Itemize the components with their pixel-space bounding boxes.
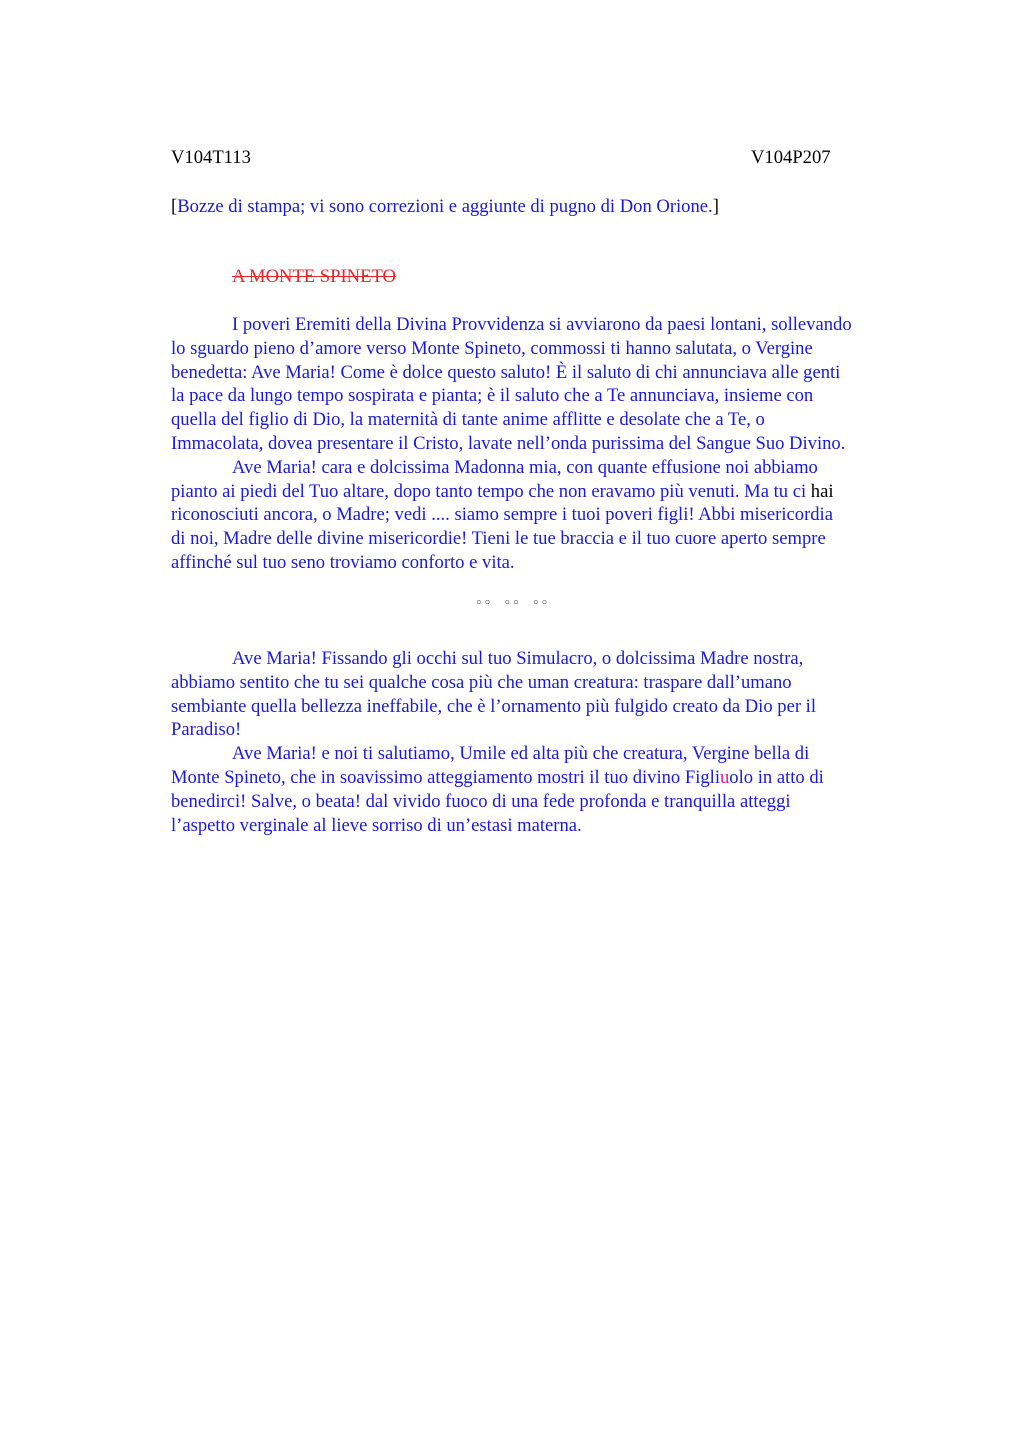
correction-letter: u: [720, 766, 730, 788]
separator-mark: ◦◦: [474, 596, 493, 611]
paragraph-line: Ave Maria! cara e dolcissima Madonna mia, con quante effusione noi abbiamo: [232, 456, 818, 478]
paragraph-line: di noi, Madre delle divine misericordie! Tieni le tue braccia e il tuo cuore aperto sempre: [171, 528, 826, 550]
note-close-bracket: ]: [712, 196, 719, 217]
paragraph-line-part: pianto ai piedi del Tuo altare, dopo tanto tempo che non eravamo più venuti. Ma tu ci: [171, 480, 811, 502]
paragraph-line: riconosciuti ancora, o Madre; vedi .... siamo sempre i tuoi poveri figli! Abbi misericordia: [171, 504, 833, 526]
paragraph-line: Ave Maria! Fissando gli occhi sul tuo Simulacro, o dolcissima Madre nostra,: [232, 648, 804, 669]
section-separator: [0, 592, 1024, 616]
paragraph-line: I poveri Eremiti della Divina Provvidenza si avviarono da paesi lontani, sollevando: [232, 314, 852, 335]
paragraph-line-part: Monte Spineto, che in soavissimo atteggiamento mostri il tuo divino Figli: [171, 766, 720, 788]
text-block-first: [171, 313, 931, 575]
paragraph-line: l’aspetto verginale al lieve sorriso di un’estasi materna.: [171, 814, 582, 836]
separator-mark: ◦◦: [531, 596, 550, 611]
paragraph-line: sembiante quella bellezza ineffabile, che è l’ornamento più fulgido creato da Dio per il: [171, 695, 817, 717]
paragraph-line: affinché sul tuo seno troviamo conforto e vita.: [171, 551, 515, 573]
editorial-note: [171, 195, 719, 219]
note-open-bracket: [: [171, 196, 178, 217]
struck-title: A MONTE SPINETO: [232, 266, 396, 287]
paragraph-line: Paradiso!: [171, 719, 242, 741]
paragraph-line: quella del figlio di Dio, la maternità di tante anime afflitte e desolate che a Te, o: [171, 409, 765, 431]
note-text: Bozze di stampa; vi sono correzioni e aggiunte di pugno di Don Orione.: [177, 196, 713, 217]
paragraph-line: abbiamo sentito che tu sei qualche cosa più che uman creatura: traspare dall’umano: [171, 671, 792, 693]
text-block-second: [171, 647, 931, 837]
paragraph-line: lo sguardo pieno d’amore verso Monte Spineto, commossi ti hanno salutata, o Vergine: [171, 337, 813, 359]
paragraph-line: Ave Maria! e noi ti salutiamo, Umile ed alta più che creatura, Vergine bella di: [232, 743, 810, 765]
volume-reference-left: V104T113: [171, 147, 251, 168]
paragraph-line: benedirci! Salve, o beata! dal vivido fuoco di una fede profonda e tranquilla atteggi: [171, 790, 791, 812]
paragraph-line-part: olo in atto di: [729, 766, 824, 788]
page-reference-right: V104P207: [751, 147, 831, 168]
paragraph-line: benedetta: Ave Maria! Come è dolce questo saluto! È il saluto di chi annunciava alle genti: [171, 361, 841, 383]
paragraph-line: [171, 480, 931, 504]
paragraph-line: la pace da lungo tempo sospirata e pianta; è il saluto che a Te annunciava, insieme con: [171, 385, 814, 407]
paragraph-line: [171, 766, 931, 790]
separator-mark: ◦◦: [503, 596, 521, 611]
inserted-word: hai: [810, 480, 834, 502]
paragraph-line: Immacolata, dovea presentare il Cristo, lavate nell’onda purissima del Sangue Suo Divino.: [171, 432, 846, 454]
